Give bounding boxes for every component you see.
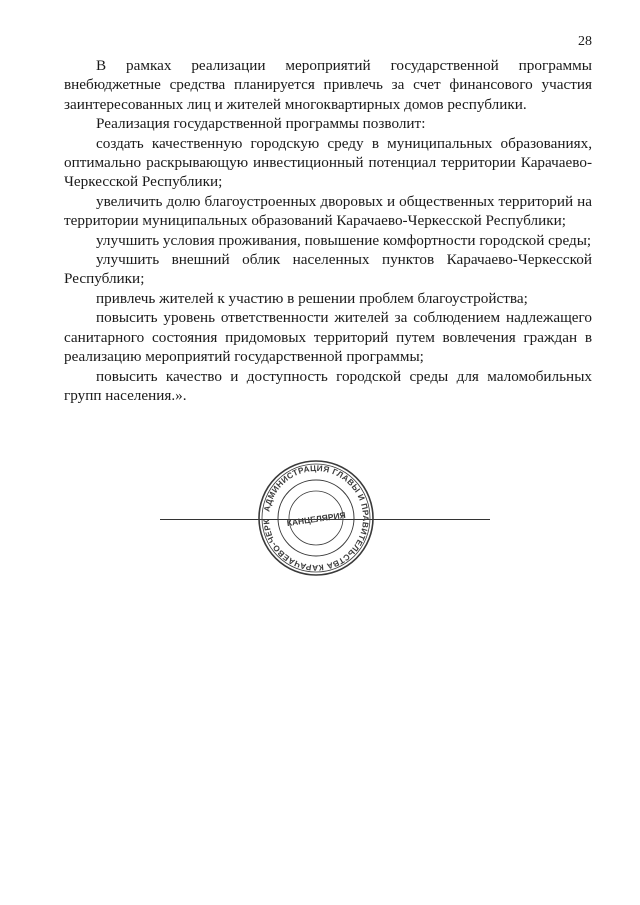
paragraph: улучшить внешний облик населенных пунктов Карачаево-Черкесской Республики; xyxy=(64,251,592,288)
paragraph: увеличить долю благоустроенных дворовых и общественных территорий на территории муниципальных образований Карачаево-Черкесской Республики; xyxy=(64,192,592,230)
paragraph: повысить уровень ответственности жителей за соблюдением надлежащего санитарного состояния придомовых территорий путем вовлечения граждан в реализацию мероприятий государственной программы; xyxy=(64,309,592,366)
paragraph: Реализация государственной программы позволит: xyxy=(96,115,426,133)
official-seal xyxy=(257,459,375,577)
paragraph: улучшить условия проживания, повышение комфортности городской среды; xyxy=(96,231,592,249)
document-body xyxy=(64,56,592,405)
paragraph: повысить качество и доступность городской среды для маломобильных групп населения.». xyxy=(64,367,592,404)
paragraph: привлечь жителей к участию в решении проблем благоустройства; xyxy=(96,289,528,307)
seal-outer-text: АДМИНИСТРАЦИЯ ГЛАВЫ И ПРАВИТЕЛЬСТВА КАРАЧАЕВО-ЧЕРК xyxy=(261,463,371,573)
paragraph: создать качественную городскую среду в муниципальных образованиях, оптимально раскрывающую инвестиционный потенциал территории Карачаево-Черкесской Республики; xyxy=(64,134,592,191)
paragraph: В рамках реализации мероприятий государственной программы внебюджетные средства планируется привлечь за счет финансового участия заинтересованных лиц и жителей многоквартирных домов республики. xyxy=(64,57,592,113)
page-number: 28 xyxy=(578,34,592,49)
seal-center-text: КАНЦЕЛЯРИЯ xyxy=(286,509,347,529)
